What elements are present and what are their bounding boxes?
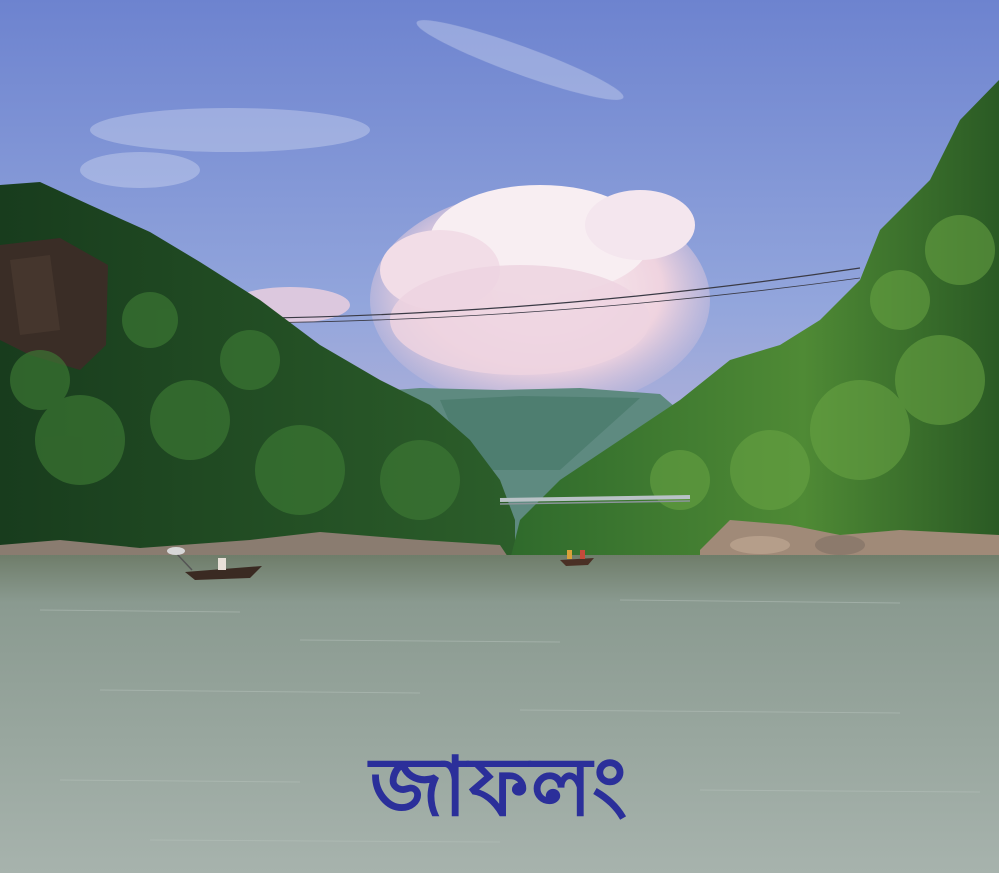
place-name-caption: জাফলং [369,740,630,835]
